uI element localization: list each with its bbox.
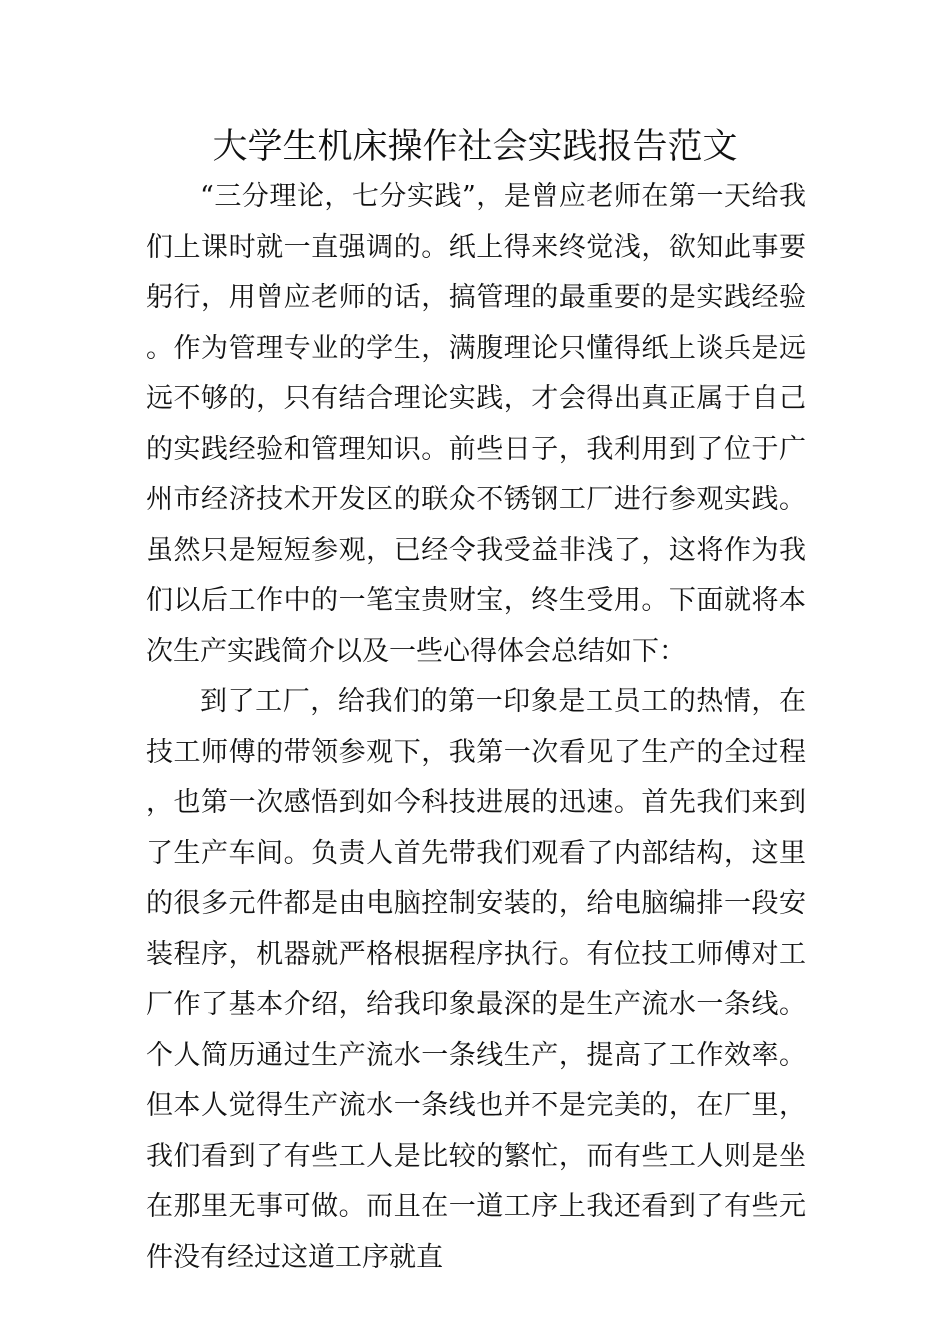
- document-title: 大学生机床操作社会实践报告范文: [212, 127, 738, 167]
- document-body: [146, 172, 806, 1283]
- paragraph-2: 到了工厂，给我们的第一印象是工员工的热情，在技工师傅的带领参观下，我第一次看见了生产的全过程，也第一次感悟到如今科技进展的迅速。首先我们来到了生产车间。负责人首先带我们观看了内部结构，这里的很多元件都是由电脑控制安装的，给电脑编排一段安装程序，机器就严格根据程序执行。有位技工师傅对工厂作了基本介绍，给我印象最深的是生产流水一条线。个人简历通过生产流水一条线生产，提高了工作效率。但本人觉得生产流水一条线也并不是完美的，在厂里，我们看到了有些工人是比较的繁忙，而有些工人则是坐在那里无事可做。而且在一道工序上我还看到了有些元件没有经过这道工序就直: [146, 686, 806, 1273]
- paragraph-1: “三分理论，七分实践”，是曾应老师在第一天给我们上课时就一直强调的。纸上得来终觉浅，欲知此事要躬行，用曾应老师的话，搞管理的最重要的是实践经验。作为管理专业的学生，满腹理论只懂得纸上谈兵是远远不够的，只有结合理论实践，才会得出真正属于自己的实践经验和管理知识。前些日子，我利用到了位于广州市经济技术开发区的联众不锈钢工厂进行参观实践。虽然只是短短参观，已经令我受益非浅了，这将作为我们以后工作中的一笔宝贵财宝，终生受用。下面就将本次生产实践简介以及一些心得体会总结如下：: [146, 181, 806, 667]
